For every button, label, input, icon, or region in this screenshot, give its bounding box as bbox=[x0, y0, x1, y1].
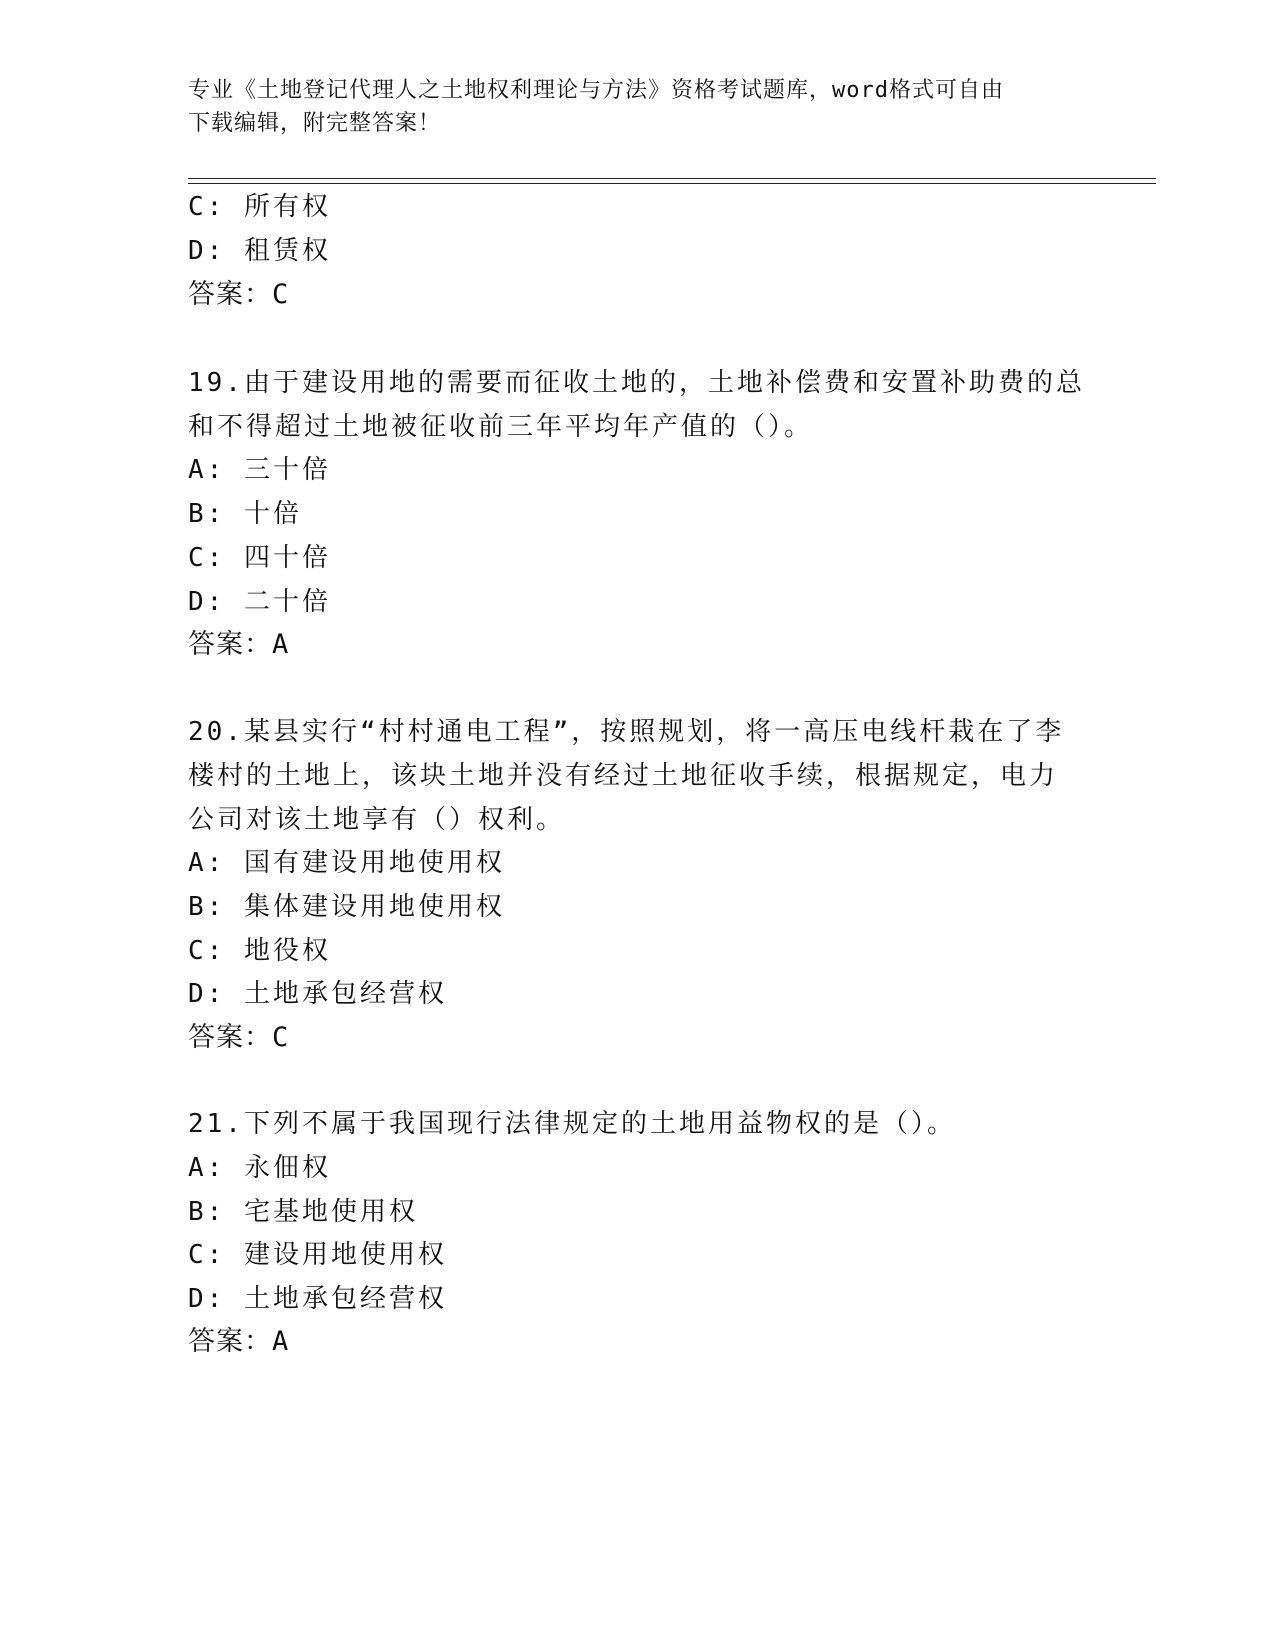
q20-option-d: D: 土地承包经营权 bbox=[188, 979, 447, 1009]
q21-option-a: A: 永佃权 bbox=[188, 1153, 331, 1183]
page-header bbox=[188, 74, 1088, 140]
q19-option-a: A: 三十倍 bbox=[188, 455, 331, 485]
q20-option-b: B: 集体建设用地使用权 bbox=[188, 892, 505, 922]
q20-stem-line-1: 20.某县实行“村村通电工程”，按照规划，将一高压电线杆栽在了李 bbox=[188, 717, 1065, 747]
q21-option-c: C: 建设用地使用权 bbox=[188, 1240, 447, 1270]
q20-stem-line-3: 公司对该土地享有（）权利。 bbox=[188, 805, 566, 835]
q20-answer: 答案：C bbox=[188, 1022, 290, 1053]
q21-option-b: B: 宅基地使用权 bbox=[188, 1197, 418, 1227]
header-line-2: 下载编辑，附完整答案！ bbox=[188, 111, 442, 136]
q21-option-d: D: 土地承包经营权 bbox=[188, 1284, 447, 1314]
q21-answer: 答案：A bbox=[188, 1326, 290, 1357]
prev-option-c: C: 所有权 bbox=[188, 192, 331, 222]
q19-option-d: D: 二十倍 bbox=[188, 587, 331, 617]
q19-stem-line-2: 和不得超过土地被征收前三年平均年产值的（）。 bbox=[188, 412, 814, 442]
q20-option-c: C: 地役权 bbox=[188, 936, 331, 966]
q19-answer: 答案：A bbox=[188, 629, 290, 660]
q21-stem-line-1: 21.下列不属于我国现行法律规定的土地用益物权的是（）。 bbox=[188, 1109, 956, 1139]
q20-stem-line-2: 楼村的土地上，该块土地并没有经过土地征收手续，根据规定，电力 bbox=[188, 761, 1059, 791]
q19-stem-line-1: 19.由于建设用地的需要而征收土地的，土地补偿费和安置补助费的总 bbox=[188, 368, 1085, 398]
header-line-1: 专业《土地登记代理人之土地权利理论与方法》资格考试题库，word格式可自由 bbox=[188, 78, 1004, 103]
q20-option-a: A: 国有建设用地使用权 bbox=[188, 848, 505, 878]
header-divider-top bbox=[188, 178, 1156, 179]
prev-answer: 答案：C bbox=[188, 279, 290, 310]
prev-option-d: D: 租赁权 bbox=[188, 236, 331, 266]
header-divider-bottom bbox=[188, 183, 1156, 184]
q19-option-b: B: 十倍 bbox=[188, 499, 302, 529]
q19-option-c: C: 四十倍 bbox=[188, 543, 331, 573]
